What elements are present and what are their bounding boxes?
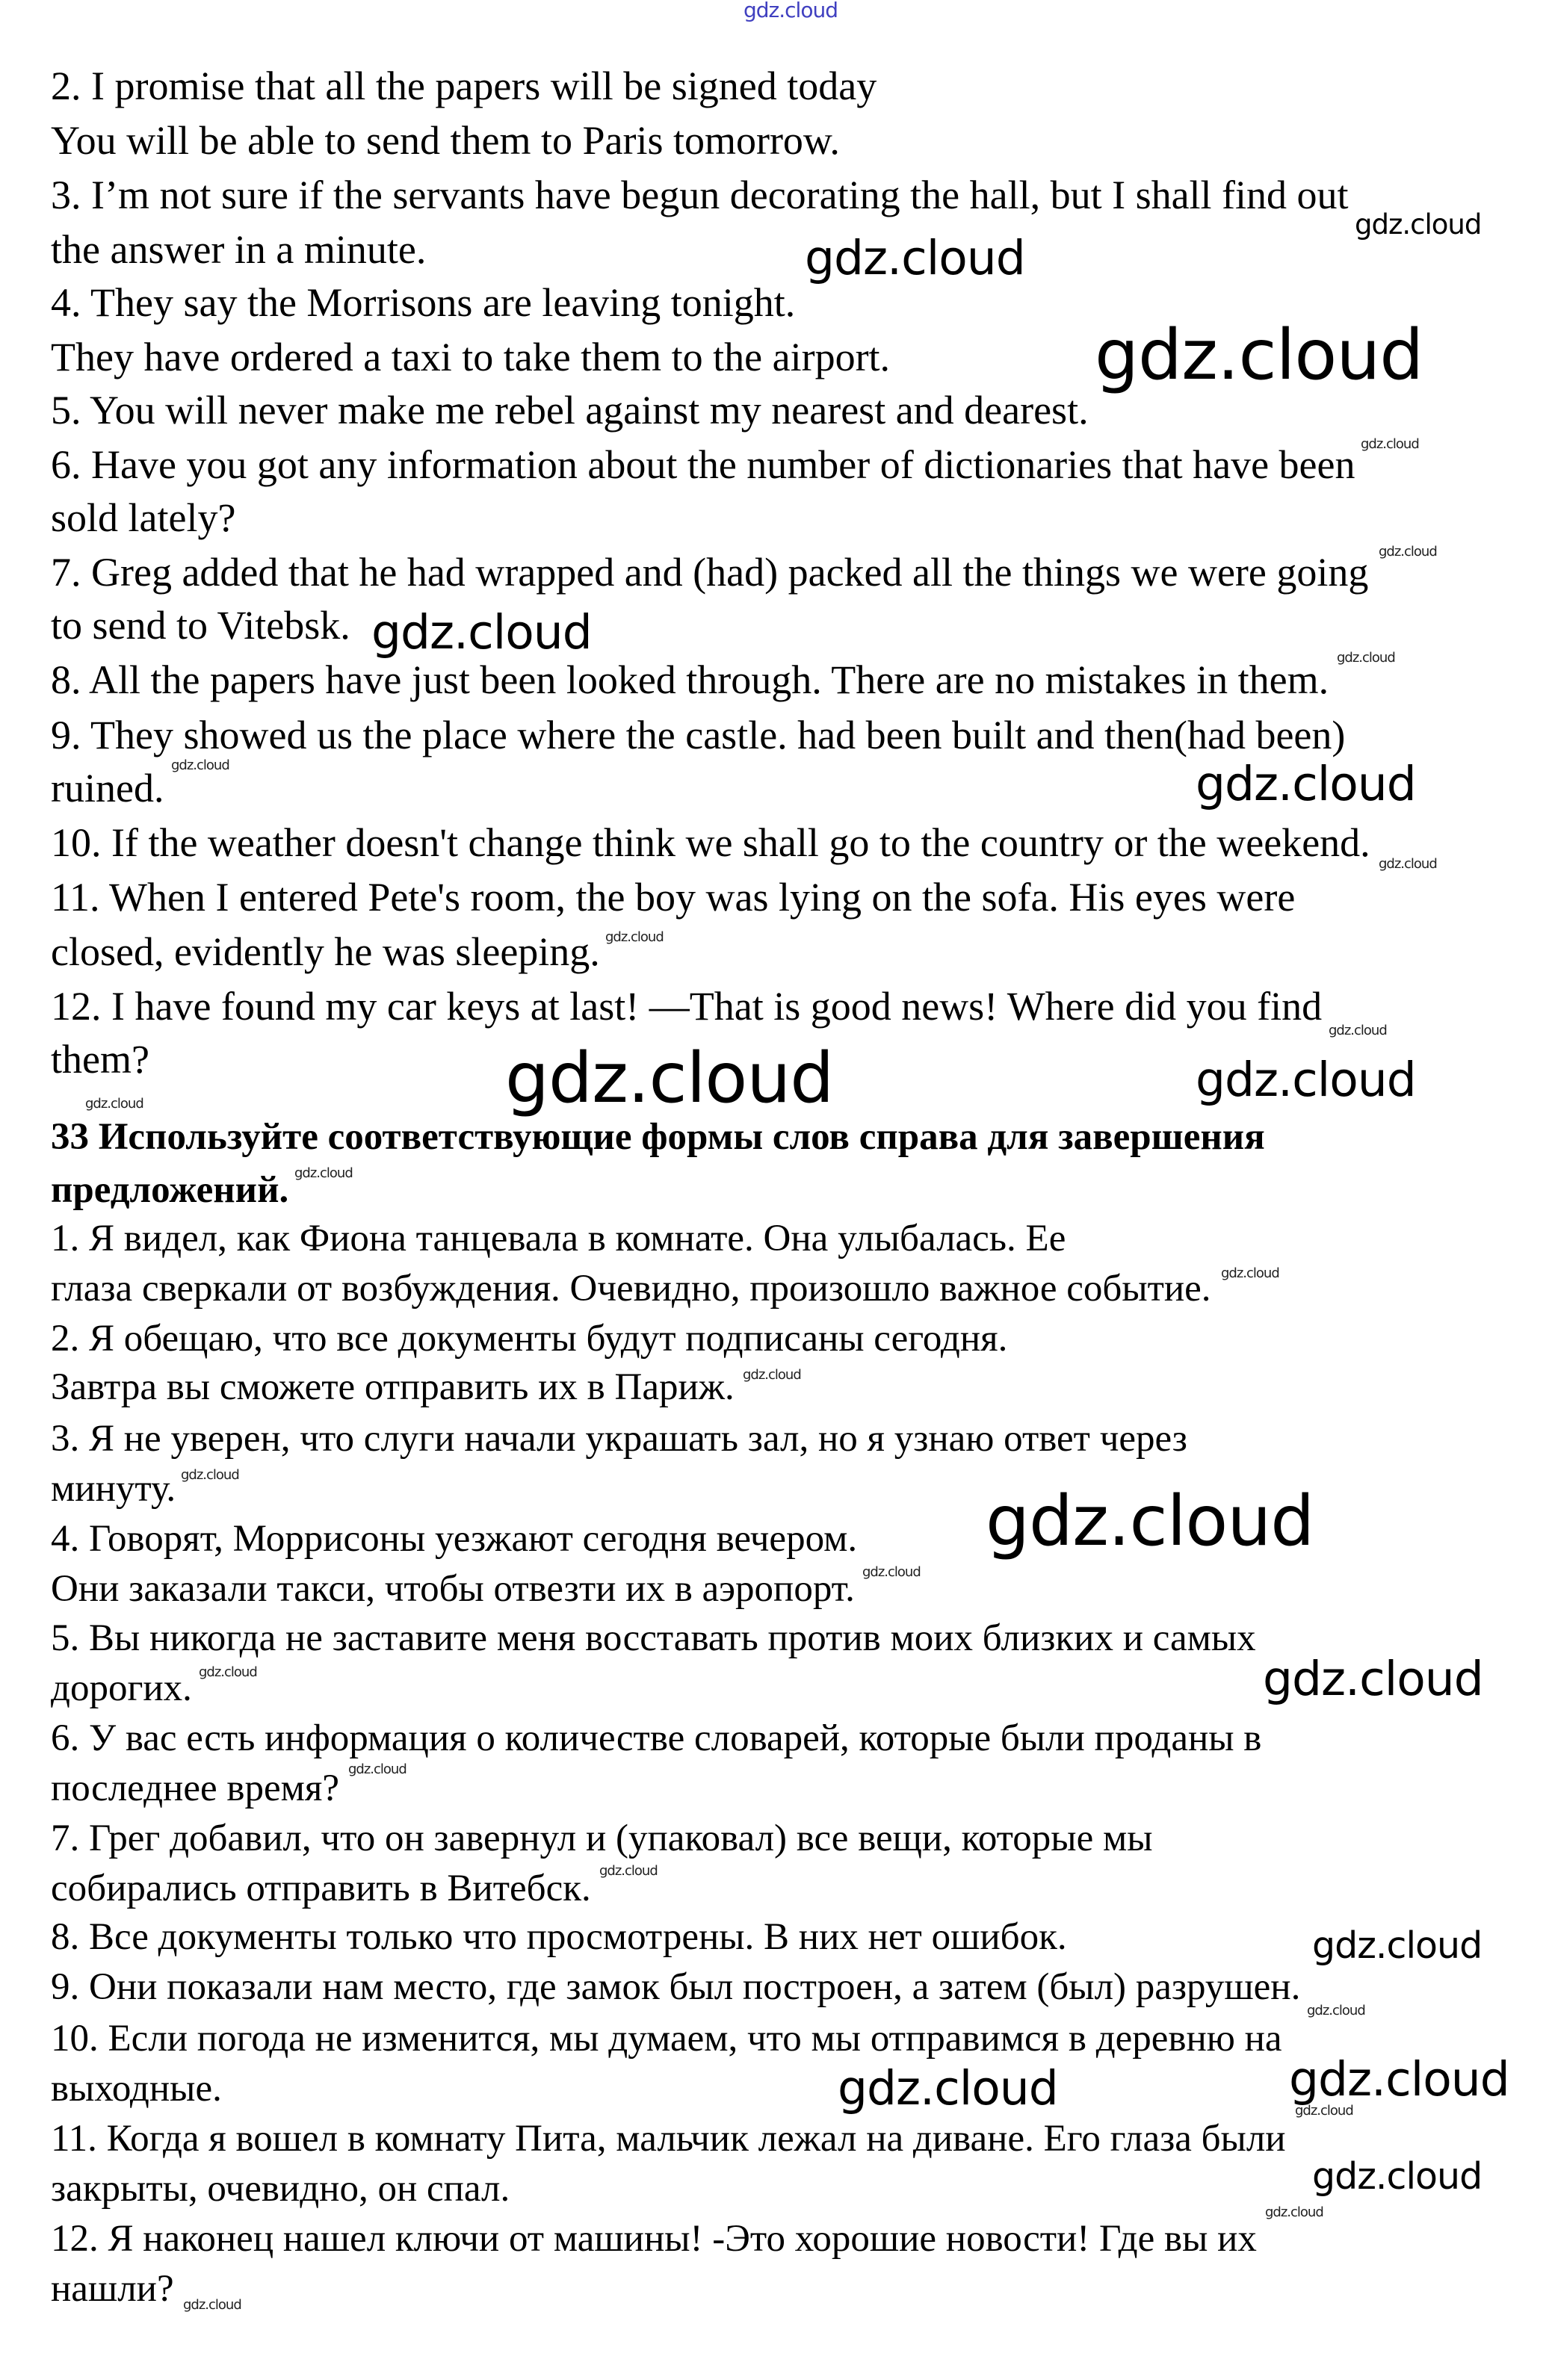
text-line-content: 10. If the weather doesn't change think we shall go to the country or the weekend. [51,820,1370,865]
watermark: gdz.cloud [805,231,1025,285]
watermark: gdz.cloud [181,1467,239,1483]
text-line-content: closed, evidently he was sleeping. [51,929,600,974]
text-line [51,63,877,108]
text-line-content: 6. Have you got any information about the number of dictionaries that have been [51,442,1355,487]
watermark: gdz.cloud [1095,314,1423,395]
text-line-content: 6. У вас есть информация о количестве словарей, которые были проданы в [51,1717,1262,1759]
text-line [51,229,426,270]
text-line-content: 1. Я видел, как Фиона танцевала в комнате. Она улыбалась. Ее [51,1218,1066,1259]
text-line-content: Завтра вы сможете отправить их в Париж. [51,1366,735,1408]
text-line-content: You will be able to send them to Paris tomorrow. [51,118,840,163]
watermark: gdz.cloud [1265,2204,1323,2220]
text-line [51,1570,855,1608]
text-line-content: Они заказали такси, чтобы отвезти их в аэропорт. [51,1568,855,1610]
watermark: gdz.cloud [371,605,592,660]
text-line-content: предложений. [51,1169,289,1211]
exercise-heading [51,1171,288,1209]
text-line-content: собирались отправить в Витебск. [51,1868,591,1909]
text-line-content: 7. Greg added that he had wrapped and (had) packed all the things we were going [51,550,1369,595]
text-line-content: They have ordered a taxi to take them to the airport. [51,335,891,379]
watermark: gdz.cloud [1312,1924,1483,1967]
watermark: gdz.cloud [605,929,664,945]
watermark: gdz.cloud [743,1367,801,1383]
watermark: gdz.cloud [1263,1652,1483,1706]
watermark: gdz.cloud [599,1863,658,1879]
text-line-content: 8. Все документы только что просмотрены. В них нет ошибок. [51,1916,1067,1958]
watermark: gdz.cloud [838,2061,1058,2116]
text-line-content: выходные. [51,2068,222,2110]
text-line [51,715,1345,755]
text-line-content: нашли? [51,2268,174,2310]
text-line-content: the answer in a minute. [51,227,427,272]
text-line [51,2020,1282,2058]
text-line-content: 2. I promise that all the papers will be signed today [51,63,877,108]
text-line-content: 3. I’m not sure if the servants have begun decorating the hall, but I shall find out [51,173,1349,217]
watermark: gdz.cloud [1361,436,1419,452]
text-line-content: 2. Я обещаю, что все документы будут подписаны сегодня. [51,1318,1008,1360]
watermark: gdz.cloud [1337,650,1395,666]
text-line [51,1520,857,1558]
text-line-content: 8. All the papers have just been looked through. There are no mistakes in them. [51,657,1329,702]
text-line [51,175,1349,215]
watermark: gdz.cloud [294,1165,353,1181]
text-line-content: 5. Вы никогда не заставите меня восставать против моих близких и самых [51,1617,1256,1659]
text-line [51,657,1329,702]
text-line [51,1667,192,1709]
watermark: gdz.cloud [986,1481,1314,1561]
text-line [51,1717,1262,1759]
text-line [51,1870,591,1908]
text-line-content: минуту. [51,1468,176,1510]
text-line-content: 33 Используйте соответствующие формы слов справа для завершения [51,1116,1265,1158]
text-line [51,929,600,974]
watermark: gdz.cloud [505,1038,834,1118]
text-line [51,1270,1211,1308]
watermark: gdz.cloud [1355,208,1482,241]
text-line [51,444,1355,485]
text-line [51,1617,1256,1659]
watermark: gdz.cloud [1312,2155,1483,2198]
text-line [51,1320,1007,1358]
text-line [51,282,795,323]
text-line [51,1817,1153,1859]
text-line [51,984,1323,1029]
text-line-content: 5. You will never make me rebel against my nearest and dearest. [51,388,1089,433]
text-line-content: глаза сверкали от возбуждения. Очевидно, произошло важное событие. [51,1268,1211,1310]
watermark: gdz.cloud [1307,2003,1365,2018]
text-line [51,875,1296,920]
text-line [51,2170,510,2208]
text-line [51,766,164,811]
text-line [51,495,236,540]
text-line-content: 4. Говорят, Моррисоны уезжают сегодня вечером. [51,1518,858,1560]
watermark: gdz.cloud [1221,1265,1279,1281]
text-line-content: 9. Они показали нам место, где замок был построен, а затем (был) разрушен. [51,1966,1301,2008]
text-line-content: to send to Vitebsk. [51,603,350,648]
text-line-content: sold lately? [51,495,236,540]
text-line [51,550,1369,595]
watermark: gdz.cloud [171,757,229,773]
text-line-content: 9. They showed us the place where the castle. had been built and then(had been) [51,713,1346,757]
text-line [51,1366,735,1408]
text-line-content: 7. Грег добавил, что он завернул и (упаковал) все вещи, которые мы [51,1817,1153,1859]
text-line-content: 3. Я не уверен, что слуги начали украшать зал, но я узнаю ответ через [51,1418,1187,1460]
text-line-content: закрыты, очевидно, он спал. [51,2168,510,2210]
text-line [51,2270,174,2308]
text-line [51,2120,1286,2158]
text-line [51,1470,176,1508]
text-line [51,1220,1066,1258]
text-line-content: them? [51,1037,149,1082]
watermark: gdz.cloud [1379,544,1437,560]
text-line [51,1420,1187,1458]
text-line [51,2070,222,2108]
text-line [51,337,890,377]
watermark: gdz.cloud [1329,1023,1387,1038]
text-line-content: последнее время? [51,1767,339,1809]
watermark: gdz.cloud [1379,856,1437,872]
text-line [51,388,1089,433]
watermark: gdz.cloud [1196,757,1416,811]
text-line [51,1037,149,1082]
watermark: gdz.cloud [1196,1053,1416,1107]
text-line [51,603,350,648]
text-line-content: 11. When I entered Pete's room, the boy was lying on the sofa. His eyes were [51,875,1296,920]
text-line [51,120,840,161]
text-line-content: 12. Я наконец нашел ключи от машины! -Это хорошие новости! Где вы их [51,2218,1257,2260]
text-line-content: 10. Если погода не изменится, мы думаем, что мы отправимся в деревню на [51,2018,1282,2060]
watermark: gdz.cloud [85,1096,143,1112]
watermark: gdz.cloud [348,1761,406,1777]
text-line [51,822,1370,863]
watermark: gdz.cloud [1295,2103,1353,2119]
watermark: gdz.cloud [1289,2052,1509,2107]
text-line-content: дорогих. [51,1667,192,1709]
text-line [51,1918,1067,1956]
watermark: gdz.cloud [183,2297,241,2313]
exercise-heading [51,1118,1265,1156]
text-line [51,1767,339,1809]
text-line [51,1968,1300,2006]
text-line [51,2220,1257,2258]
text-line-content: 12. I have found my car keys at last! —That is good news! Where did you find [51,984,1323,1029]
watermark: gdz.cloud [862,1564,921,1580]
watermark: gdz.cloud [199,1664,257,1680]
text-line-content: 4. They say the Morrisons are leaving tonight. [51,280,796,325]
text-line-content: 11. Когда я вошел в комнату Пита, мальчик лежал на диване. Его глаза были [51,2118,1286,2160]
watermark: gdz.cloud [743,0,838,22]
text-line-content: ruined. [51,766,164,811]
